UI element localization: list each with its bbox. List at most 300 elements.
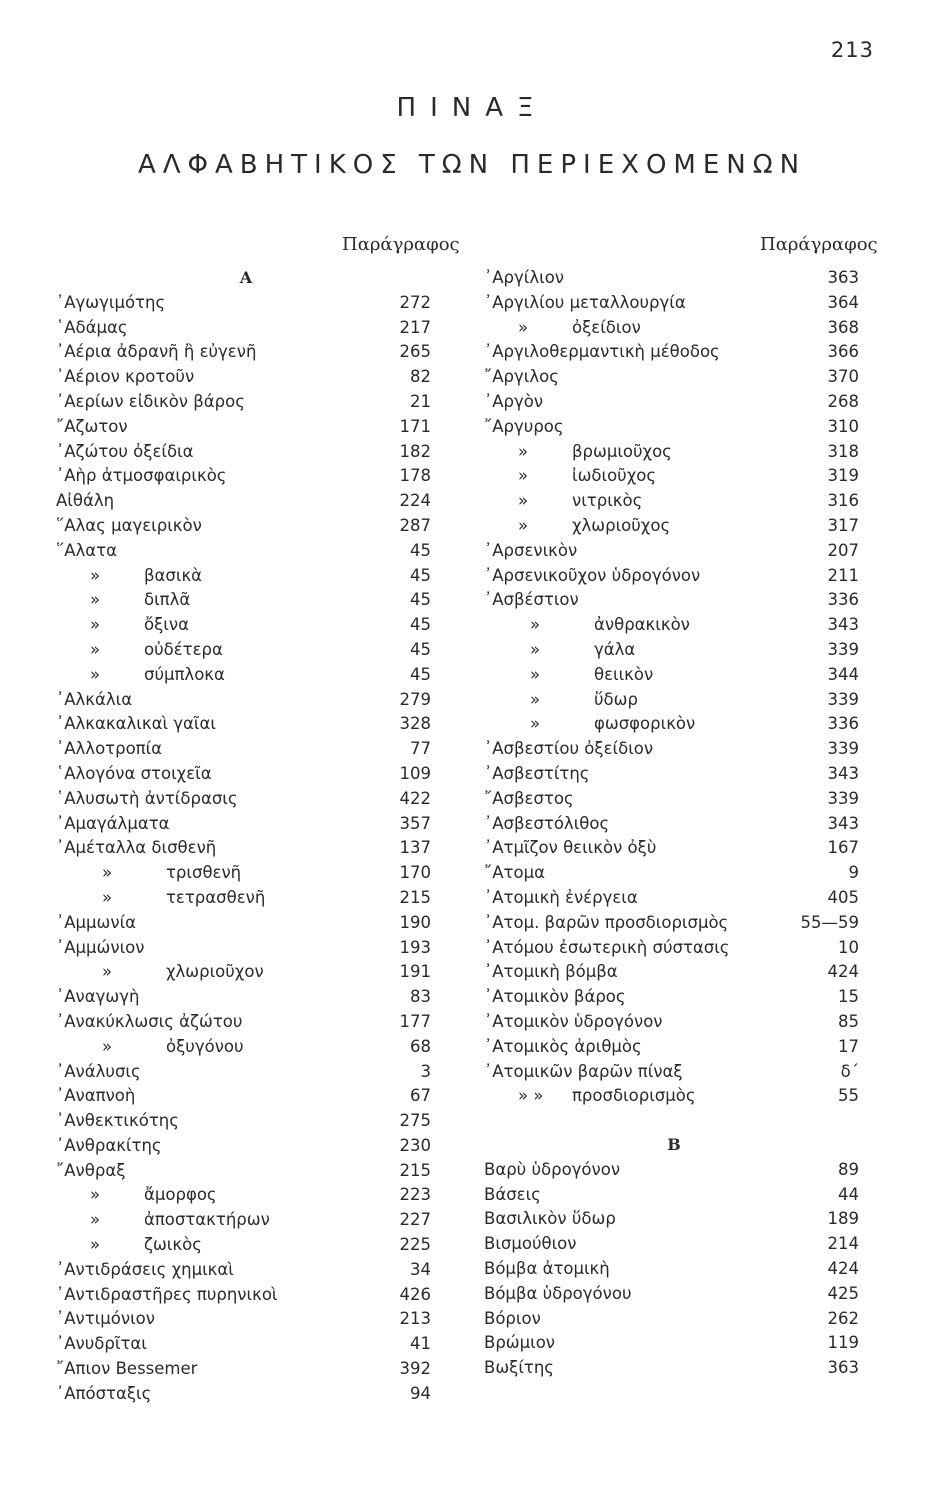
paragraph-number: 272 — [399, 292, 431, 312]
index-entry — [56, 1283, 436, 1308]
entry-term — [484, 888, 638, 907]
paragraph-number: 15 — [838, 987, 859, 1007]
ditto-mark: » — [102, 863, 113, 883]
index-entry — [484, 1282, 864, 1307]
paragraph-number: 45 — [410, 664, 431, 684]
index-entry — [56, 836, 436, 861]
entry-term — [56, 1185, 217, 1204]
index-entry — [484, 1307, 864, 1332]
entry-term-text: ᾿Ατομ. βαρῶν προσδιορισμὸς — [484, 912, 729, 932]
ditto-mark: » » — [518, 1086, 544, 1106]
entry-term — [484, 367, 559, 386]
paragraph-number: 224 — [399, 491, 431, 511]
paragraph-number: 344 — [827, 664, 859, 684]
paragraph-number: 45 — [410, 639, 431, 659]
entry-term — [484, 516, 670, 535]
entry-term-text: χλωριοῦχος — [572, 515, 671, 535]
section-letter: Β — [667, 1135, 681, 1155]
entry-term — [56, 789, 238, 808]
entry-term-text: ᾿Αργίλιον — [484, 268, 565, 287]
paragraph-number: 368 — [827, 317, 859, 337]
entry-term — [56, 863, 241, 882]
ditto-mark: » — [530, 615, 541, 635]
entry-term — [56, 690, 132, 709]
entry-term-text: ᾿Αερίων εἰδικὸν βάρος — [56, 391, 245, 411]
ditto-mark: » — [90, 1235, 101, 1255]
entry-term-text: ῎Αργιλος — [484, 367, 559, 387]
entry-term — [56, 293, 165, 312]
entry-term — [484, 1284, 632, 1303]
paragraph-number: 189 — [827, 1209, 859, 1229]
entry-term-text: ᾿Αναπνοὴ — [56, 1086, 136, 1106]
index-entry — [56, 539, 436, 564]
section-spacer — [484, 1109, 864, 1133]
entry-term — [484, 590, 579, 609]
index-entry — [56, 688, 436, 713]
paragraph-number: 316 — [827, 491, 859, 511]
paragraph-number: 339 — [827, 689, 859, 709]
paragraph-number: 265 — [399, 342, 431, 362]
index-entry — [484, 812, 864, 837]
paragraph-number: 45 — [410, 540, 431, 560]
index-entry — [484, 737, 864, 762]
entry-term — [56, 1384, 151, 1403]
ditto-mark: » — [90, 615, 101, 635]
index-entry — [56, 415, 436, 440]
entry-term-text: ζωικὸς — [144, 1235, 202, 1255]
ditto-mark: » — [102, 887, 113, 907]
index-subentry — [56, 564, 436, 589]
index-entry — [484, 886, 864, 911]
entry-term — [56, 1334, 147, 1353]
paragraph-number: 363 — [827, 1358, 859, 1378]
entry-term — [56, 1235, 202, 1254]
paragraph-number: 214 — [827, 1234, 859, 1254]
ditto-mark: » — [518, 491, 529, 511]
entry-term-text: θειικὸν — [594, 664, 654, 684]
index-subentry — [484, 489, 864, 514]
paragraph-number: 392 — [399, 1359, 431, 1379]
entry-term — [484, 1209, 616, 1228]
index-subentry — [56, 960, 436, 985]
entry-term-text: ᾿Ανθρακίτης — [56, 1135, 162, 1155]
index-entry — [484, 861, 864, 886]
entry-term — [484, 466, 656, 485]
entry-term — [484, 913, 728, 932]
entry-term-text: ὄξινα — [144, 615, 189, 635]
paragraph-number: 336 — [827, 714, 859, 734]
ditto-mark: » — [90, 639, 101, 659]
entry-term-text: ᾿Ατομικῶν βαρῶν πίναξ — [484, 1061, 683, 1081]
entry-term-text: ᾿Αμαγάλματα — [56, 813, 170, 833]
index-subentry — [56, 886, 436, 911]
paragraph-number: 279 — [399, 689, 431, 709]
index-entry — [484, 836, 864, 861]
entry-term — [484, 442, 672, 461]
entry-term-text: ᾿Ατμῖζον θειικὸν ὀξὺ — [484, 838, 657, 858]
index-subentry — [484, 316, 864, 341]
index-entry — [56, 787, 436, 812]
page-number: 213 — [830, 38, 874, 62]
index-subentry — [484, 440, 864, 465]
ditto-mark: » — [530, 639, 541, 659]
entry-term — [56, 1062, 141, 1081]
entry-term — [484, 938, 729, 957]
entry-term — [56, 318, 128, 337]
paragraph-number: 317 — [827, 515, 859, 535]
index-entry — [484, 960, 864, 985]
index-subentry — [56, 588, 436, 613]
paragraph-number: 424 — [827, 962, 859, 982]
entry-term-text: ᾿Ατομικὸν ὑδρογόνον — [484, 1011, 663, 1031]
entry-term — [484, 491, 642, 510]
entry-term-text: ᾿Αζώτου ὀξείδια — [56, 441, 194, 461]
entry-term — [484, 1160, 620, 1179]
left-column-header: Παράγραφος — [342, 234, 460, 255]
entry-term — [484, 640, 635, 659]
entry-term-text: ῎Αζωτον — [56, 416, 128, 436]
index-entry — [56, 936, 436, 961]
ditto-mark: » — [90, 565, 101, 585]
entry-term — [484, 342, 720, 361]
index-entry — [484, 564, 864, 589]
entry-term-text: ἀποστακτήρων — [144, 1210, 270, 1230]
index-entry — [484, 1183, 864, 1208]
entry-term — [56, 1161, 125, 1180]
entry-term-text: ἄμορφος — [144, 1185, 217, 1205]
paragraph-number: 223 — [399, 1185, 431, 1205]
entry-term-text: Βωξίτης — [484, 1358, 554, 1378]
entry-term — [484, 714, 695, 733]
entry-term — [484, 1086, 696, 1105]
ditto-mark: » — [518, 441, 529, 461]
paragraph-number: 85 — [838, 1011, 859, 1031]
paragraph-number: 193 — [399, 937, 431, 957]
paragraph-number: 109 — [399, 763, 431, 783]
entry-term — [56, 838, 216, 857]
paragraph-number: 262 — [827, 1308, 859, 1328]
entry-term — [484, 1012, 663, 1031]
index-entry — [56, 1010, 436, 1035]
ditto-mark: » — [518, 515, 529, 535]
entry-term — [484, 690, 638, 709]
entry-term — [56, 466, 226, 485]
entry-term-text: ᾿Αμμωνία — [56, 912, 137, 932]
entry-term — [56, 615, 189, 634]
index-entry — [484, 985, 864, 1010]
entry-term — [56, 814, 170, 833]
entry-term — [484, 838, 656, 857]
index-entry — [484, 1232, 864, 1257]
paragraph-number: 45 — [410, 565, 431, 585]
paragraph-number: 177 — [399, 1011, 431, 1031]
paragraph-number: 287 — [399, 515, 431, 535]
entry-term — [484, 392, 543, 411]
entry-term-text: ᾿Ατομικὸς ἀριθμὸς — [484, 1036, 642, 1056]
index-entry — [484, 911, 864, 936]
paragraph-number: 275 — [399, 1111, 431, 1131]
paragraph-number: 17 — [838, 1036, 859, 1056]
index-subentry — [484, 613, 864, 638]
paragraph-number: 21 — [410, 391, 431, 411]
entry-term — [56, 590, 190, 609]
paragraph-number: 370 — [827, 367, 859, 387]
entry-term — [56, 1210, 270, 1229]
entry-term-text: ᾿Αὴρ ἀτμοσφαιρικὸς — [56, 466, 227, 486]
paragraph-number: 217 — [399, 317, 431, 337]
ditto-mark: » — [102, 1036, 113, 1056]
entry-term — [56, 640, 223, 659]
entry-term-text: ῎Ανθραξ — [56, 1160, 126, 1180]
entry-term — [56, 392, 245, 411]
entry-term-text: ῾Αλογόνα στοιχεῖα — [56, 763, 212, 783]
ditto-mark: » — [530, 689, 541, 709]
index-entry — [56, 1134, 436, 1159]
index-entry — [484, 1207, 864, 1232]
entry-term-text: Βισμούθιον — [484, 1234, 577, 1254]
entry-term-text: ᾿Ανακύκλωσις ἀζώτου — [56, 1011, 243, 1031]
entry-term-text: Αἰθάλη — [56, 491, 115, 511]
entry-term-text: ᾿Αμέταλλα δισθενῆ — [56, 838, 217, 858]
index-entry — [484, 365, 864, 390]
index-entry — [56, 737, 436, 762]
entry-term-text: ᾿Ατομικὴ ἐνέργεια — [484, 887, 638, 907]
paragraph-number: 190 — [399, 912, 431, 932]
index-entry — [56, 1109, 436, 1134]
index-subentry — [484, 712, 864, 737]
entry-term-text: Βόριον — [484, 1308, 541, 1328]
entry-term — [484, 789, 574, 808]
entry-term-text: ᾿Αντιμόνιον — [56, 1309, 155, 1329]
ditto-mark: » — [530, 714, 541, 734]
entry-term — [56, 1359, 197, 1378]
entry-term — [56, 739, 162, 758]
entry-term — [484, 566, 700, 585]
entry-term-text: σύμπλοκα — [144, 664, 225, 684]
index-entry — [56, 440, 436, 465]
ditto-mark: » — [90, 590, 101, 610]
index-entry — [484, 390, 864, 415]
index-entry — [56, 911, 436, 936]
entry-term-text: τετρασθενῆ — [166, 887, 266, 907]
index-subentry — [56, 1208, 436, 1233]
paragraph-number: 191 — [399, 962, 431, 982]
entry-term — [56, 962, 264, 981]
paragraph-number: 137 — [399, 838, 431, 858]
entry-term — [484, 1037, 642, 1056]
entry-term-text: ἀνθρακικὸν — [594, 615, 690, 635]
entry-term — [484, 1234, 577, 1253]
index-entry — [56, 365, 436, 390]
paragraph-number: 82 — [410, 367, 431, 387]
entry-term-text: ᾿Αρσενικοῦχον ὑδρογόνον — [484, 565, 701, 585]
index-entry — [56, 316, 436, 341]
entry-term — [484, 863, 545, 882]
entry-term — [56, 1086, 135, 1105]
index-entry — [56, 514, 436, 539]
index-entry — [56, 1307, 436, 1332]
paragraph-number: 336 — [827, 590, 859, 610]
index-entry — [484, 291, 864, 316]
entry-term-text: ᾿Αρσενικὸν — [484, 540, 578, 560]
index-entry — [484, 762, 864, 787]
entry-term-text: ῎Ασβεστος — [484, 788, 574, 808]
entry-term-text: ᾿Ασβεστίτης — [484, 763, 590, 783]
index-subentry — [56, 861, 436, 886]
index-entry — [484, 1010, 864, 1035]
entry-term — [56, 913, 136, 932]
entry-term — [484, 417, 564, 436]
index-entry — [484, 1257, 864, 1282]
entry-term-text: Βαρὺ ὑδρογόνον — [484, 1159, 621, 1179]
index-entry — [484, 415, 864, 440]
paragraph-number: 45 — [410, 590, 431, 610]
entry-term — [484, 739, 653, 758]
paragraph-number: 68 — [410, 1036, 431, 1056]
index-subentry — [56, 1035, 436, 1060]
index-entry — [56, 762, 436, 787]
index-subentry — [56, 1183, 436, 1208]
entry-term — [484, 318, 641, 337]
entry-term-text: βασικὰ — [144, 565, 203, 585]
paragraph-number: 207 — [827, 540, 859, 560]
paragraph-number: 343 — [827, 813, 859, 833]
index-entry — [56, 464, 436, 489]
entry-term — [56, 491, 114, 510]
entry-term — [484, 665, 653, 684]
entry-term-text: χλωριοῦχον — [166, 962, 264, 982]
entry-term-text: ἰωδιοῦχος — [572, 466, 657, 486]
index-entry — [484, 266, 864, 291]
paragraph-number: 328 — [399, 714, 431, 734]
entry-term-text: ᾿Αλκακαλικαὶ γαῖαι — [56, 714, 216, 734]
paragraph-number: 343 — [827, 615, 859, 635]
index-entry — [484, 787, 864, 812]
entry-term — [484, 1358, 554, 1377]
index-subentry — [484, 1084, 864, 1109]
entry-term-text: ᾿Ατόμου ἐσωτερικὴ σύστασις — [484, 937, 730, 957]
entry-term-text: ῞Αλας μαγειρικὸν — [56, 515, 202, 535]
index-subentry — [56, 613, 436, 638]
entry-term-text: ᾿Ανάλυσις — [56, 1061, 141, 1081]
paragraph-number: 318 — [827, 441, 859, 461]
entry-term — [56, 367, 194, 386]
paragraph-number: 41 — [410, 1334, 431, 1354]
entry-term — [484, 814, 609, 833]
paragraph-number: 77 — [410, 739, 431, 759]
entry-term-text: Βάσεις — [484, 1184, 541, 1204]
paragraph-number: 366 — [827, 342, 859, 362]
index-subentry — [484, 464, 864, 489]
entry-term-text: ᾿Αγωγιμότης — [56, 292, 166, 312]
entry-term — [56, 541, 117, 560]
entry-term-text: ῎Απιον Bessemer — [56, 1359, 198, 1379]
index-entry — [56, 1357, 436, 1382]
entry-term-text: ὀξυγόνου — [166, 1036, 244, 1056]
entry-term — [56, 1012, 242, 1031]
index-entry — [484, 1060, 864, 1085]
entry-term-text: φωσφορικὸν — [594, 714, 696, 734]
entry-term — [484, 1259, 610, 1278]
paragraph-number: δ΄ — [840, 1061, 859, 1081]
paragraph-number: 178 — [399, 466, 431, 486]
entry-term-text: ῎Ατομα — [484, 863, 545, 883]
entry-term-text: ῞Αλατα — [56, 540, 117, 560]
entry-term-text: Βόμβα ἀτομικὴ — [484, 1259, 610, 1279]
paragraph-number: 339 — [827, 739, 859, 759]
paragraph-number: 339 — [827, 788, 859, 808]
paragraph-number: 213 — [399, 1309, 431, 1329]
paragraph-number: 211 — [827, 565, 859, 585]
entry-term — [56, 938, 144, 957]
entry-term-text: ᾿Ανυδρῖται — [56, 1334, 147, 1354]
index-entry — [484, 539, 864, 564]
paragraph-number: 167 — [827, 838, 859, 858]
entry-term-text: Βασιλικὸν ὕδωρ — [484, 1209, 616, 1229]
paragraph-number: 357 — [399, 813, 431, 833]
entry-term — [56, 1037, 244, 1056]
ditto-mark: » — [90, 1210, 101, 1230]
ditto-mark: » — [518, 466, 529, 486]
entry-term-text: νιτρικὸς — [572, 491, 643, 511]
entry-term — [484, 615, 690, 634]
paragraph-number: 310 — [827, 416, 859, 436]
index-entry — [484, 1331, 864, 1356]
paragraph-number: 227 — [399, 1210, 431, 1230]
paragraph-number: 44 — [838, 1184, 859, 1204]
paragraph-number: 119 — [827, 1333, 859, 1353]
entry-term-text: ᾿Αλλοτροπία — [56, 739, 163, 759]
entry-term — [484, 1333, 555, 1352]
paragraph-number: 34 — [410, 1259, 431, 1279]
entry-term — [484, 1185, 541, 1204]
index-subentry — [56, 1233, 436, 1258]
entry-term-text: διπλᾶ — [144, 590, 191, 610]
entry-term — [484, 293, 686, 312]
entry-term-text: οὐδέτερα — [144, 639, 223, 659]
paragraph-number: 55 — [838, 1086, 859, 1106]
page-title: ΠΙΝΑΞ — [396, 93, 548, 123]
index-entry — [56, 812, 436, 837]
entry-term — [484, 1062, 683, 1081]
index-entry — [484, 588, 864, 613]
index-entry — [56, 390, 436, 415]
index-entry — [56, 340, 436, 365]
paragraph-number: 426 — [399, 1284, 431, 1304]
entry-term — [484, 764, 590, 783]
paragraph-number: 225 — [399, 1235, 431, 1255]
entry-term-text: ᾿Ατομικὴ βόμβα — [484, 962, 618, 982]
ditto-mark: » — [90, 1185, 101, 1205]
entry-term-text: ᾿Αέρια ἀδρανῆ ἢ εὐγενῆ — [56, 342, 257, 362]
entry-term — [56, 1111, 179, 1130]
entry-term — [56, 417, 128, 436]
paragraph-number: 215 — [399, 887, 431, 907]
entry-term — [56, 566, 202, 585]
index-entry — [56, 1258, 436, 1283]
entry-term-text: γάλα — [594, 639, 636, 659]
entry-term-text: ᾿Αναγωγὴ — [56, 987, 140, 1007]
entry-term-text: τρισθενῆ — [166, 863, 242, 883]
index-subentry — [484, 688, 864, 713]
index-subentry — [484, 663, 864, 688]
index-subentry — [484, 638, 864, 663]
entry-term-text: ᾿Αλκάλια — [56, 689, 133, 709]
entry-term — [56, 764, 212, 783]
entry-term-text: ᾿Απόσταξις — [56, 1383, 152, 1403]
entry-term — [484, 1309, 541, 1328]
entry-term-text: ᾿Αργιλοθερμαντικὴ μέθοδος — [484, 342, 720, 362]
